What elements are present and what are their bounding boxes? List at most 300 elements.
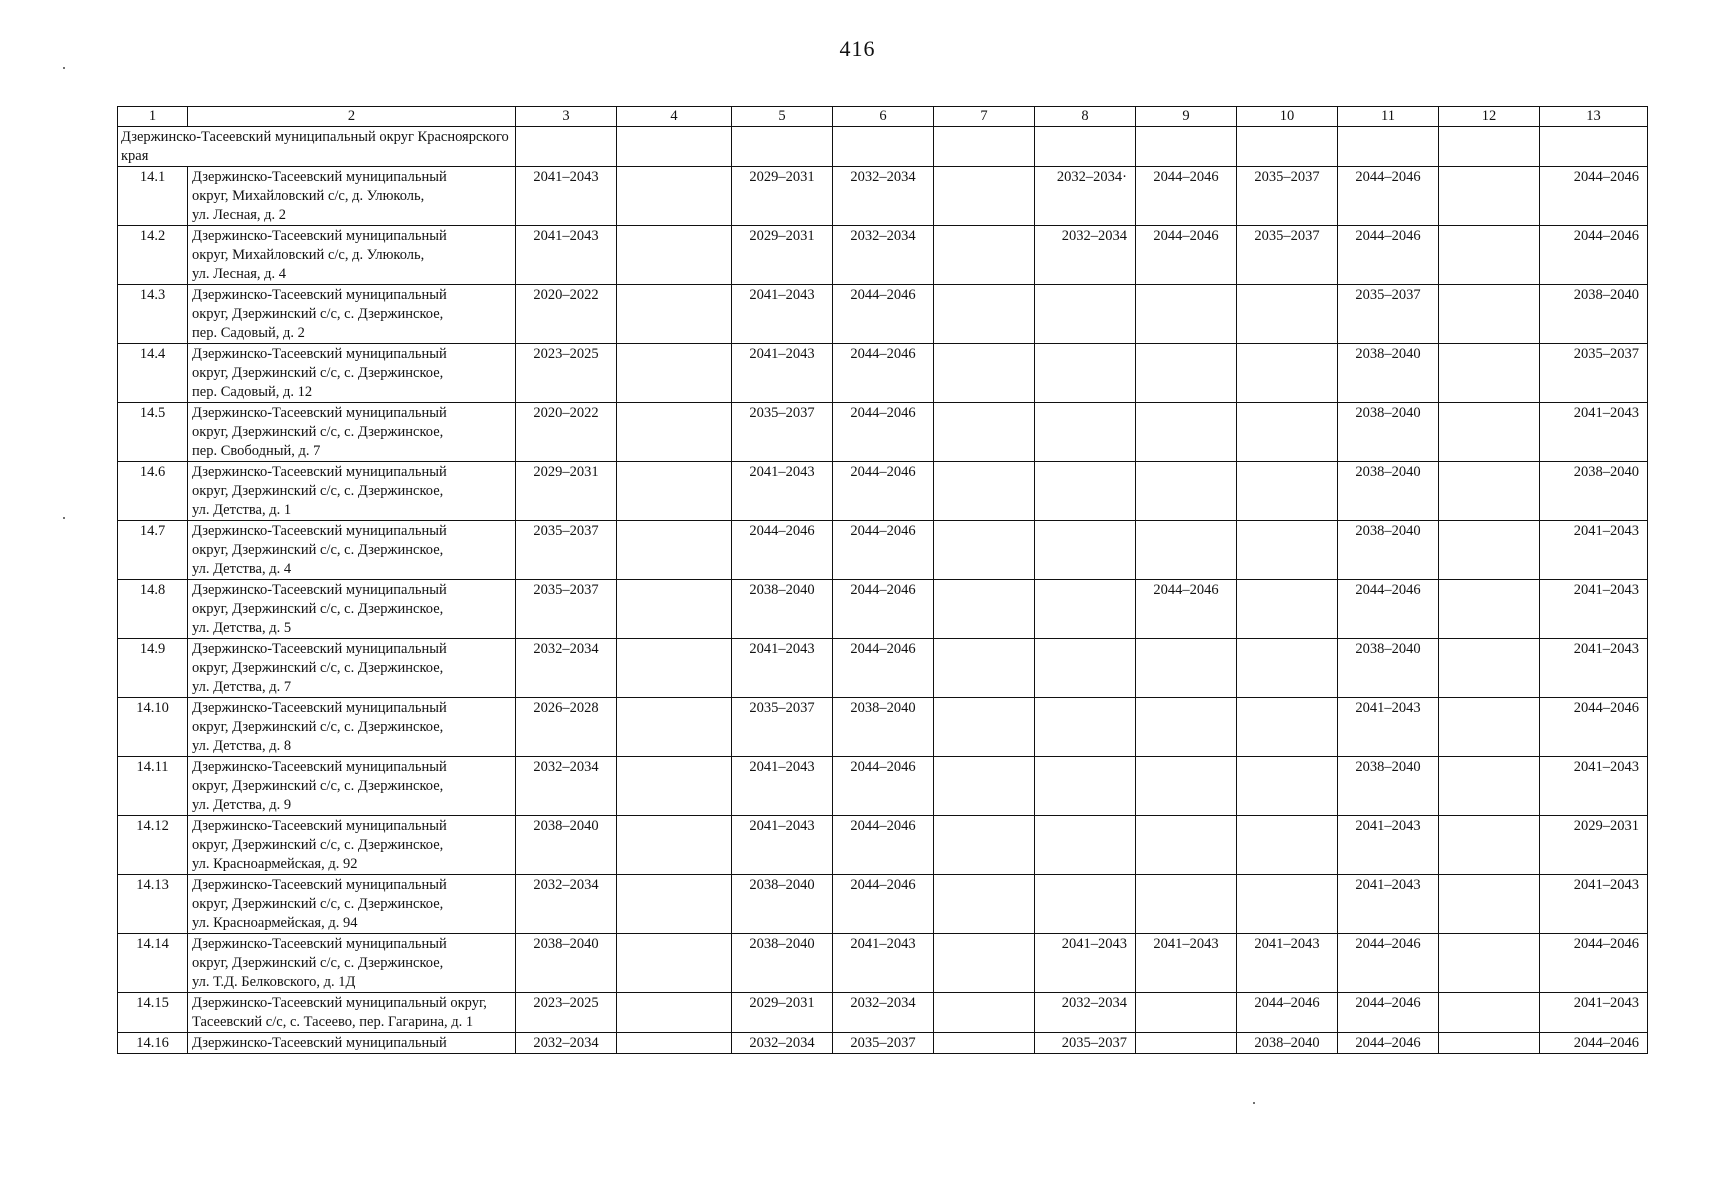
- period-cell-col-7: [934, 167, 1035, 226]
- period-cell-col-11: 2038–2040: [1338, 757, 1439, 816]
- row-number: 14.9: [118, 639, 188, 698]
- address-cell: [188, 816, 516, 875]
- address-line: пер. Садовый, д. 2: [192, 325, 305, 341]
- period-cell-col-9: [1136, 875, 1237, 934]
- row-number: 14.1: [118, 167, 188, 226]
- address-line: Дзержинско-Тасеевский муниципальный: [192, 1035, 447, 1051]
- address-line: Дзержинско-Тасеевский муниципальный: [192, 346, 447, 362]
- column-header: 7: [934, 107, 1035, 127]
- address-cell: [188, 875, 516, 934]
- period-cell-col-6: 2044–2046: [833, 344, 934, 403]
- address-line: округ, Дзержинский с/с, с. Дзержинское,: [192, 955, 444, 971]
- column-header: 10: [1237, 107, 1338, 127]
- period-cell-col-5: 2035–2037: [732, 403, 833, 462]
- period-cell-col-3: 2032–2034: [516, 875, 617, 934]
- period-cell-col-4: [617, 639, 732, 698]
- address-line: ул. Т.Д. Белковского, д. 1Д: [192, 974, 356, 990]
- address-line: округ, Дзержинский с/с, с. Дзержинское,: [192, 719, 444, 735]
- table-row: [118, 521, 1648, 580]
- table-row: [118, 934, 1648, 993]
- period-cell-col-7: [934, 698, 1035, 757]
- period-cell-col-12: [1439, 226, 1540, 285]
- period-cell-col-10: [1237, 816, 1338, 875]
- address-cell: [188, 462, 516, 521]
- column-header: 4: [617, 107, 732, 127]
- period-cell-col-9: [1136, 639, 1237, 698]
- period-cell-col-8: 2032–2034: [1035, 993, 1136, 1033]
- period-cell-col-8: [1035, 462, 1136, 521]
- period-cell-col-9: 2044–2046: [1136, 226, 1237, 285]
- period-cell-col-9: [1136, 757, 1237, 816]
- period-cell-col-7: [934, 757, 1035, 816]
- address-line: Дзержинско-Тасеевский муниципальный: [192, 464, 447, 480]
- scan-speck: [63, 67, 65, 69]
- column-header: 9: [1136, 107, 1237, 127]
- period-cell-col-9: [1136, 1033, 1237, 1054]
- period-cell-col-5: 2041–2043: [732, 462, 833, 521]
- period-cell-col-8: [1035, 757, 1136, 816]
- address-line: ул. Детства, д. 4: [192, 561, 292, 577]
- period-cell-col-6: 2044–2046: [833, 285, 934, 344]
- address-cell: [188, 521, 516, 580]
- row-number: 14.16: [118, 1033, 188, 1054]
- schedule-table-wrap: [117, 106, 1647, 1054]
- period-cell-col-5: 2041–2043: [732, 344, 833, 403]
- address-line: Дзержинско-Тасеевский муниципальный: [192, 287, 447, 303]
- table-row: [118, 816, 1648, 875]
- period-cell-col-13: 2044–2046: [1540, 167, 1648, 226]
- table-row: [118, 875, 1648, 934]
- period-cell-col-10: [1237, 698, 1338, 757]
- row-number: 14.4: [118, 344, 188, 403]
- address-cell: [188, 344, 516, 403]
- period-cell-col-5: 2029–2031: [732, 226, 833, 285]
- period-cell-col-13: 2041–2043: [1540, 639, 1648, 698]
- period-cell-col-11: 2038–2040: [1338, 639, 1439, 698]
- period-cell-col-6: 2044–2046: [833, 580, 934, 639]
- scan-speck: [1253, 1102, 1255, 1104]
- address-cell: [188, 226, 516, 285]
- period-cell-col-12: [1439, 698, 1540, 757]
- period-cell-col-11: 2041–2043: [1338, 875, 1439, 934]
- address-line: Дзержинско-Тасеевский муниципальный: [192, 523, 447, 539]
- period-cell-col-7: [934, 816, 1035, 875]
- empty-cell: [617, 127, 732, 167]
- table-row: [118, 1033, 1648, 1054]
- row-number: 14.12: [118, 816, 188, 875]
- address-line: Дзержинско-Тасеевский муниципальный: [192, 641, 447, 657]
- table-row: [118, 167, 1648, 226]
- period-cell-col-4: [617, 993, 732, 1033]
- period-cell-col-13: 2041–2043: [1540, 993, 1648, 1033]
- row-number: 14.14: [118, 934, 188, 993]
- period-cell-col-9: [1136, 816, 1237, 875]
- address-line: Тасеевский с/с, с. Тасеево, пер. Гагарина, д. 1: [192, 1014, 474, 1030]
- table-row: [118, 993, 1648, 1033]
- period-cell-col-3: 2035–2037: [516, 521, 617, 580]
- empty-cell: [1136, 127, 1237, 167]
- period-cell-col-11: 2044–2046: [1338, 1033, 1439, 1054]
- column-header: 12: [1439, 107, 1540, 127]
- period-cell-col-11: 2041–2043: [1338, 816, 1439, 875]
- address-line: ул. Красноармейская, д. 92: [192, 856, 358, 872]
- period-cell-col-3: 2038–2040: [516, 934, 617, 993]
- period-cell-col-12: [1439, 993, 1540, 1033]
- column-header: 13: [1540, 107, 1648, 127]
- period-cell-col-4: [617, 580, 732, 639]
- period-cell-col-12: [1439, 757, 1540, 816]
- period-cell-col-5: 2035–2037: [732, 698, 833, 757]
- period-cell-col-10: 2038–2040: [1237, 1033, 1338, 1054]
- column-header: 8: [1035, 107, 1136, 127]
- address-line: округ, Дзержинский с/с, с. Дзержинское,: [192, 660, 444, 676]
- period-cell-col-3: 2032–2034: [516, 639, 617, 698]
- period-cell-col-7: [934, 521, 1035, 580]
- period-cell-col-10: [1237, 521, 1338, 580]
- period-cell-col-9: [1136, 993, 1237, 1033]
- period-cell-col-3: 2032–2034: [516, 1033, 617, 1054]
- address-line: округ, Михайловский с/с, д. Улюколь,: [192, 188, 425, 204]
- address-line: округ, Дзержинский с/с, с. Дзержинское,: [192, 837, 444, 853]
- period-cell-col-12: [1439, 167, 1540, 226]
- address-line: округ, Михайловский с/с, д. Улюколь,: [192, 247, 425, 263]
- period-cell-col-12: [1439, 1033, 1540, 1054]
- table-row: [118, 757, 1648, 816]
- period-cell-col-11: 2044–2046: [1338, 934, 1439, 993]
- period-cell-col-11: 2035–2037: [1338, 285, 1439, 344]
- address-line: округ, Дзержинский с/с, с. Дзержинское,: [192, 424, 444, 440]
- address-cell: [188, 580, 516, 639]
- period-cell-col-10: [1237, 344, 1338, 403]
- period-cell-col-9: [1136, 698, 1237, 757]
- table-row: [118, 344, 1648, 403]
- address-line: пер. Садовый, д. 12: [192, 384, 313, 400]
- address-line: Дзержинско-Тасеевский муниципальный: [192, 228, 447, 244]
- address-line: ул. Лесная, д. 4: [192, 266, 287, 282]
- address-line: ул. Лесная, д. 2: [192, 207, 287, 223]
- period-cell-col-10: [1237, 580, 1338, 639]
- period-cell-col-4: [617, 462, 732, 521]
- period-cell-col-10: [1237, 462, 1338, 521]
- period-cell-col-12: [1439, 403, 1540, 462]
- period-cell-col-9: [1136, 462, 1237, 521]
- row-number: 14.15: [118, 993, 188, 1033]
- period-cell-col-11: 2038–2040: [1338, 462, 1439, 521]
- address-line: ул. Детства, д. 1: [192, 502, 292, 518]
- period-cell-col-13: 2038–2040: [1540, 285, 1648, 344]
- period-cell-col-3: 2041–2043: [516, 226, 617, 285]
- address-cell: [188, 698, 516, 757]
- period-cell-col-5: 2044–2046: [732, 521, 833, 580]
- table-row: [118, 698, 1648, 757]
- address-line: ул. Красноармейская, д. 94: [192, 915, 358, 931]
- period-cell-col-10: 2035–2037: [1237, 226, 1338, 285]
- period-cell-col-11: 2038–2040: [1338, 344, 1439, 403]
- address-line: округ, Дзержинский с/с, с. Дзержинское,: [192, 601, 444, 617]
- period-cell-col-4: [617, 934, 732, 993]
- period-cell-col-6: 2044–2046: [833, 521, 934, 580]
- address-line: пер. Свободный, д. 7: [192, 443, 321, 459]
- period-cell-col-3: 2020–2022: [516, 403, 617, 462]
- period-cell-col-4: [617, 816, 732, 875]
- address-cell: [188, 167, 516, 226]
- period-cell-col-6: 2044–2046: [833, 462, 934, 521]
- period-cell-col-9: 2044–2046: [1136, 580, 1237, 639]
- period-cell-col-7: [934, 934, 1035, 993]
- address-line: округ, Дзержинский с/с, с. Дзержинское,: [192, 483, 444, 499]
- period-cell-col-8: [1035, 698, 1136, 757]
- period-cell-col-9: [1136, 285, 1237, 344]
- column-header: 2: [188, 107, 516, 127]
- column-header: 1: [118, 107, 188, 127]
- row-number: 14.8: [118, 580, 188, 639]
- period-cell-col-5: 2029–2031: [732, 993, 833, 1033]
- period-cell-col-10: [1237, 403, 1338, 462]
- period-cell-col-7: [934, 285, 1035, 344]
- period-cell-col-4: [617, 344, 732, 403]
- period-cell-col-9: [1136, 403, 1237, 462]
- address-line: округ, Дзержинский с/с, с. Дзержинское,: [192, 365, 444, 381]
- empty-cell: [1540, 127, 1648, 167]
- period-cell-col-8: [1035, 816, 1136, 875]
- period-cell-col-5: 2041–2043: [732, 639, 833, 698]
- period-cell-col-6: 2038–2040: [833, 698, 934, 757]
- period-cell-col-4: [617, 698, 732, 757]
- address-line: ул. Детства, д. 5: [192, 620, 292, 636]
- period-cell-col-13: 2044–2046: [1540, 226, 1648, 285]
- address-line: Дзержинско-Тасеевский муниципальный: [192, 169, 447, 185]
- period-cell-col-11: 2044–2046: [1338, 226, 1439, 285]
- period-cell-col-13: 2044–2046: [1540, 934, 1648, 993]
- row-number: 14.10: [118, 698, 188, 757]
- period-cell-col-9: [1136, 521, 1237, 580]
- address-line: Дзержинско-Тасеевский муниципальный: [192, 405, 447, 421]
- section-title: Дзержинско-Тасеевский муниципальный округ Красноярского края: [118, 127, 516, 167]
- period-cell-col-6: 2044–2046: [833, 757, 934, 816]
- period-cell-col-4: [617, 403, 732, 462]
- address-line: Дзержинско-Тасеевский муниципальный округ,: [192, 995, 487, 1011]
- period-cell-col-8: [1035, 580, 1136, 639]
- period-cell-col-4: [617, 167, 732, 226]
- period-cell-col-10: [1237, 285, 1338, 344]
- period-cell-col-7: [934, 462, 1035, 521]
- period-cell-col-8: [1035, 344, 1136, 403]
- period-cell-col-11: 2044–2046: [1338, 993, 1439, 1033]
- empty-cell: [934, 127, 1035, 167]
- period-cell-col-11: 2038–2040: [1338, 521, 1439, 580]
- empty-cell: [516, 127, 617, 167]
- column-header: 11: [1338, 107, 1439, 127]
- period-cell-col-6: 2032–2034: [833, 226, 934, 285]
- address-line: Дзержинско-Тасеевский муниципальный: [192, 700, 447, 716]
- row-number: 14.7: [118, 521, 188, 580]
- period-cell-col-10: 2041–2043: [1237, 934, 1338, 993]
- table-row: [118, 639, 1648, 698]
- period-cell-col-8: 2041–2043: [1035, 934, 1136, 993]
- table-row: [118, 462, 1648, 521]
- period-cell-col-12: [1439, 285, 1540, 344]
- period-cell-col-13: 2041–2043: [1540, 403, 1648, 462]
- table-row: [118, 580, 1648, 639]
- address-line: ул. Детства, д. 7: [192, 679, 292, 695]
- table-row: [118, 226, 1648, 285]
- address-line: Дзержинско-Тасеевский муниципальный: [192, 877, 447, 893]
- period-cell-col-8: [1035, 875, 1136, 934]
- period-cell-col-3: 2023–2025: [516, 344, 617, 403]
- period-cell-col-5: 2041–2043: [732, 816, 833, 875]
- period-cell-col-3: 2041–2043: [516, 167, 617, 226]
- period-cell-col-3: 2029–2031: [516, 462, 617, 521]
- row-number: 14.6: [118, 462, 188, 521]
- period-cell-col-7: [934, 403, 1035, 462]
- period-cell-col-3: 2026–2028: [516, 698, 617, 757]
- empty-cell: [833, 127, 934, 167]
- address-line: округ, Дзержинский с/с, с. Дзержинское,: [192, 896, 444, 912]
- period-cell-col-12: [1439, 521, 1540, 580]
- period-cell-col-12: [1439, 934, 1540, 993]
- period-cell-col-13: 2029–2031: [1540, 816, 1648, 875]
- period-cell-col-9: [1136, 344, 1237, 403]
- row-number: 14.5: [118, 403, 188, 462]
- period-cell-col-6: 2032–2034: [833, 167, 934, 226]
- scan-speck: [63, 517, 65, 519]
- page-number: 416: [839, 36, 876, 61]
- column-header: 6: [833, 107, 934, 127]
- period-cell-col-3: 2020–2022: [516, 285, 617, 344]
- period-cell-col-10: [1237, 757, 1338, 816]
- period-cell-col-5: 2038–2040: [732, 875, 833, 934]
- period-cell-col-7: [934, 639, 1035, 698]
- period-cell-col-6: 2044–2046: [833, 816, 934, 875]
- period-cell-col-3: 2038–2040: [516, 816, 617, 875]
- period-cell-col-6: 2044–2046: [833, 639, 934, 698]
- address-line: округ, Дзержинский с/с, с. Дзержинское,: [192, 542, 444, 558]
- table-row: [118, 285, 1648, 344]
- address-line: округ, Дзержинский с/с, с. Дзержинское,: [192, 306, 444, 322]
- period-cell-col-5: 2038–2040: [732, 934, 833, 993]
- address-cell: [188, 934, 516, 993]
- period-cell-col-7: [934, 344, 1035, 403]
- period-cell-col-5: 2041–2043: [732, 757, 833, 816]
- period-cell-col-8: 2032–2034: [1035, 226, 1136, 285]
- period-cell-col-12: [1439, 462, 1540, 521]
- period-cell-col-13: 2044–2046: [1540, 1033, 1648, 1054]
- address-cell: [188, 757, 516, 816]
- address-line: Дзержинско-Тасеевский муниципальный: [192, 582, 447, 598]
- address-line: ул. Детства, д. 8: [192, 738, 292, 754]
- schedule-table: [117, 106, 1648, 1054]
- period-cell-col-8: 2035–2037: [1035, 1033, 1136, 1054]
- period-cell-col-12: [1439, 816, 1540, 875]
- row-number: 14.3: [118, 285, 188, 344]
- period-cell-col-8: [1035, 403, 1136, 462]
- period-cell-col-7: [934, 875, 1035, 934]
- period-cell-col-13: 2041–2043: [1540, 875, 1648, 934]
- period-cell-col-5: 2038–2040: [732, 580, 833, 639]
- column-header: 3: [516, 107, 617, 127]
- period-cell-col-11: 2044–2046: [1338, 167, 1439, 226]
- period-cell-col-4: [617, 285, 732, 344]
- period-cell-col-7: [934, 226, 1035, 285]
- empty-cell: [1237, 127, 1338, 167]
- section-row: [118, 127, 1648, 167]
- table-body: [118, 107, 1648, 1054]
- address-cell: [188, 403, 516, 462]
- address-line: округ, Дзержинский с/с, с. Дзержинское,: [192, 778, 444, 794]
- header-row: [118, 107, 1648, 127]
- address-cell: [188, 993, 516, 1033]
- row-number: 14.13: [118, 875, 188, 934]
- address-line: Дзержинско-Тасеевский муниципальный: [192, 818, 447, 834]
- column-header: 5: [732, 107, 833, 127]
- period-cell-col-10: 2044–2046: [1237, 993, 1338, 1033]
- period-cell-col-13: 2041–2043: [1540, 580, 1648, 639]
- address-line: Дзержинско-Тасеевский муниципальный: [192, 759, 447, 775]
- address-line: ул. Детства, д. 9: [192, 797, 292, 813]
- period-cell-col-10: [1237, 639, 1338, 698]
- period-cell-col-13: 2041–2043: [1540, 521, 1648, 580]
- period-cell-col-5: 2032–2034: [732, 1033, 833, 1054]
- period-cell-col-10: [1237, 875, 1338, 934]
- period-cell-col-5: 2041–2043: [732, 285, 833, 344]
- period-cell-col-8: [1035, 285, 1136, 344]
- period-cell-col-12: [1439, 875, 1540, 934]
- period-cell-col-4: [617, 521, 732, 580]
- period-cell-col-8: 2032–2034·: [1035, 167, 1136, 226]
- period-cell-col-4: [617, 1033, 732, 1054]
- row-number: 14.2: [118, 226, 188, 285]
- empty-cell: [1439, 127, 1540, 167]
- period-cell-col-7: [934, 993, 1035, 1033]
- address-cell: [188, 1033, 516, 1054]
- period-cell-col-11: 2038–2040: [1338, 403, 1439, 462]
- period-cell-col-13: 2041–2043: [1540, 757, 1648, 816]
- period-cell-col-9: 2041–2043: [1136, 934, 1237, 993]
- empty-cell: [732, 127, 833, 167]
- period-cell-col-9: 2044–2046: [1136, 167, 1237, 226]
- empty-cell: [1035, 127, 1136, 167]
- period-cell-col-12: [1439, 580, 1540, 639]
- address-line: Дзержинско-Тасеевский муниципальный: [192, 936, 447, 952]
- period-cell-col-4: [617, 757, 732, 816]
- period-cell-col-11: 2044–2046: [1338, 580, 1439, 639]
- period-cell-col-6: 2044–2046: [833, 875, 934, 934]
- empty-cell: [1338, 127, 1439, 167]
- period-cell-col-13: 2038–2040: [1540, 462, 1648, 521]
- period-cell-col-3: 2035–2037: [516, 580, 617, 639]
- period-cell-col-6: 2041–2043: [833, 934, 934, 993]
- period-cell-col-8: [1035, 639, 1136, 698]
- period-cell-col-7: [934, 580, 1035, 639]
- period-cell-col-10: 2035–2037: [1237, 167, 1338, 226]
- row-number: 14.11: [118, 757, 188, 816]
- period-cell-col-8: [1035, 521, 1136, 580]
- period-cell-col-7: [934, 1033, 1035, 1054]
- period-cell-col-5: 2029–2031: [732, 167, 833, 226]
- period-cell-col-4: [617, 875, 732, 934]
- period-cell-col-6: 2035–2037: [833, 1033, 934, 1054]
- period-cell-col-6: 2032–2034: [833, 993, 934, 1033]
- table-row: [118, 403, 1648, 462]
- period-cell-col-13: 2044–2046: [1540, 698, 1648, 757]
- period-cell-col-11: 2041–2043: [1338, 698, 1439, 757]
- period-cell-col-3: 2023–2025: [516, 993, 617, 1033]
- period-cell-col-13: 2035–2037: [1540, 344, 1648, 403]
- address-cell: [188, 285, 516, 344]
- period-cell-col-12: [1439, 344, 1540, 403]
- period-cell-col-12: [1439, 639, 1540, 698]
- period-cell-col-4: [617, 226, 732, 285]
